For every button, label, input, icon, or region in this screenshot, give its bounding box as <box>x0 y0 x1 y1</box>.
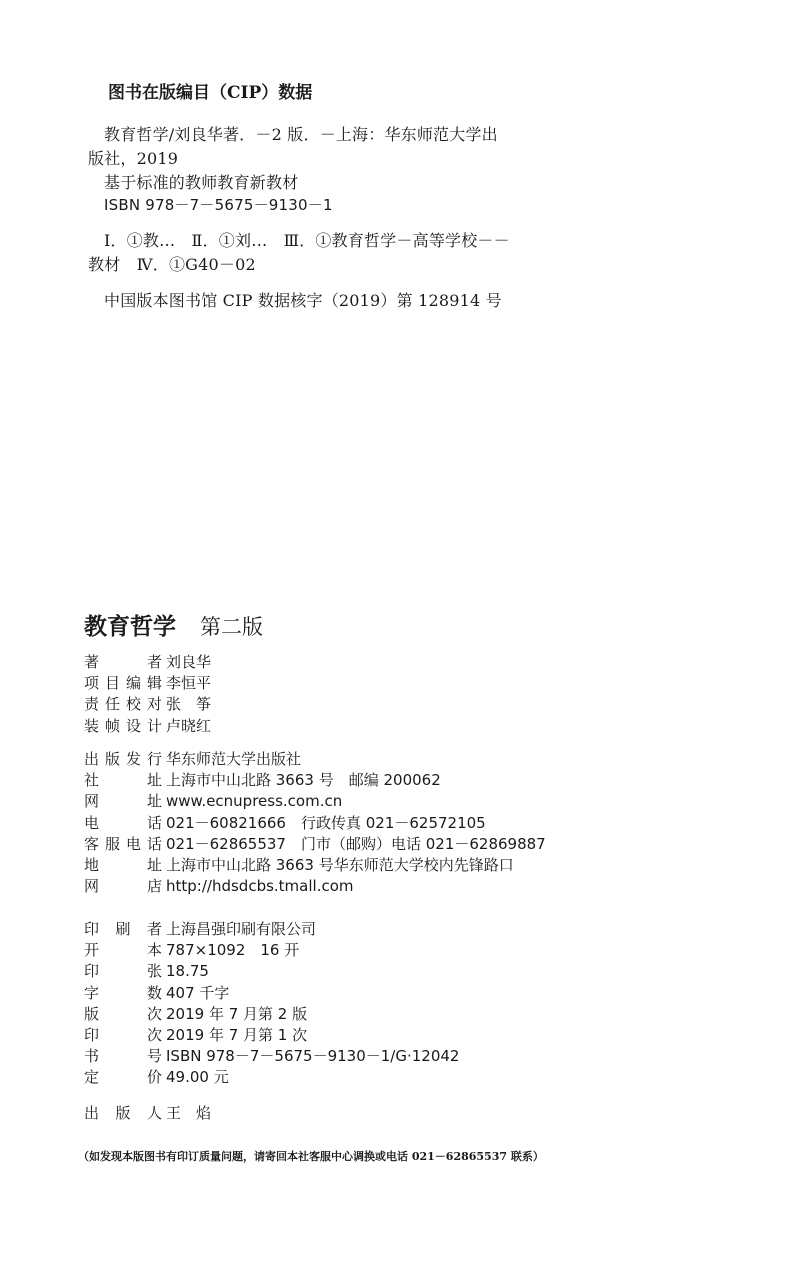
cip-line-record-number: 中国版本图书馆 CIP 数据核字（2019）第 128914 号 <box>104 291 502 310</box>
printing-row <box>84 1003 459 1024</box>
publisher-row <box>84 854 546 875</box>
field-value: 021－62865537 门市（邮购）电话 021－62869887 <box>166 834 546 853</box>
field-label: 著 者 <box>84 653 162 672</box>
field-label: 网 店 <box>84 877 162 896</box>
field-value: 王 焰 <box>166 1104 212 1123</box>
publisher-person-row <box>84 1102 211 1123</box>
field-label: 项 目 编 辑 <box>84 674 162 693</box>
field-label: 印 次 <box>84 1026 162 1045</box>
printing-row <box>84 960 459 981</box>
credits-row <box>84 672 211 693</box>
cip-line-classification: 教材 Ⅳ．①G40－02 <box>88 255 256 274</box>
printing-row <box>84 1045 459 1066</box>
field-label: 定 价 <box>84 1068 162 1087</box>
field-label: 开 本 <box>84 941 162 960</box>
field-value: 李恒平 <box>166 674 212 693</box>
cip-line-series: 基于标准的教师教育新教材 <box>104 173 299 192</box>
field-label: 电 话 <box>84 813 162 832</box>
credits-group <box>84 651 211 736</box>
field-label: 地 址 <box>84 856 162 875</box>
cip-title: 图书在版编目（CIP）数据 <box>108 83 313 103</box>
field-value: ISBN 978－7－5675－9130－1/G·12042 <box>166 1047 460 1066</box>
field-value: 49.00 元 <box>166 1068 229 1087</box>
cip-line-isbn: ISBN 978－7－5675－9130－1 <box>104 196 333 214</box>
credits-row <box>84 651 211 672</box>
field-value: www.ecnupress.com.cn <box>166 791 343 810</box>
printing-row <box>84 1024 459 1045</box>
printing-group <box>84 918 459 1088</box>
cip-line-author: 教育哲学/刘良华著．－2 版．－上海：华东师范大学出 <box>104 125 498 144</box>
field-value: 407 千字 <box>166 983 230 1002</box>
field-label: 客 服 电 话 <box>84 834 162 853</box>
publisher-person-group <box>84 1102 211 1123</box>
field-label: 责 任 校 对 <box>84 695 162 714</box>
publisher-row <box>84 875 546 896</box>
field-value: 021－60821666 行政传真 021－62572105 <box>166 813 486 832</box>
field-label: 版 次 <box>84 1004 162 1023</box>
field-label: 书 号 <box>84 1047 162 1066</box>
publisher-row <box>84 812 546 833</box>
publisher-row <box>84 833 546 854</box>
field-value: 张 筝 <box>166 695 212 714</box>
publisher-row <box>84 790 546 811</box>
field-value: 787×1092 16 开 <box>166 941 300 960</box>
field-value: 刘良华 <box>166 653 212 672</box>
book-title: 教育哲学 <box>84 613 176 640</box>
field-label: 印 刷 者 <box>84 920 162 939</box>
publisher-row <box>84 769 546 790</box>
field-value: 上海昌强印刷有限公司 <box>166 920 317 939</box>
field-label: 出 版 发 行 <box>84 750 162 769</box>
printing-row <box>84 982 459 1003</box>
field-value: 2019 年 7 月第 1 次 <box>166 1026 308 1045</box>
cip-line-subjects: Ⅰ．①教… Ⅱ．①刘… Ⅲ．①教育哲学－高等学校－－ <box>104 231 510 250</box>
field-label: 印 张 <box>84 962 162 981</box>
field-label: 社 址 <box>84 771 162 790</box>
field-value: 上海市中山北路 3663 号 邮编 200062 <box>166 771 441 790</box>
publisher-group <box>84 748 546 896</box>
field-value: 18.75 <box>166 961 209 980</box>
cip-line-publisher: 版社，2019 <box>88 149 179 168</box>
field-label: 装 帧 设 计 <box>84 716 162 735</box>
publisher-row <box>84 748 546 769</box>
field-label: 字 数 <box>84 983 162 1002</box>
credits-row <box>84 693 211 714</box>
field-value: 上海市中山北路 3663 号华东师范大学校内先锋路口 <box>166 856 514 875</box>
credits-row <box>84 715 211 736</box>
printing-row <box>84 918 459 939</box>
field-value: 华东师范大学出版社 <box>166 750 302 769</box>
field-label: 出 版 人 <box>84 1104 162 1123</box>
quality-notice: （如发现本版图书有印订质量问题，请寄回本社客服中心调换或电话 021－62865537 联系） <box>78 1150 544 1163</box>
field-value: 2019 年 7 月第 2 版 <box>166 1004 308 1023</box>
field-label: 网 址 <box>84 792 162 811</box>
book-edition: 第二版 <box>200 615 263 639</box>
printing-row <box>84 939 459 960</box>
book-title-line <box>84 608 263 641</box>
field-value: http://hdsdcbs.tmall.com <box>166 876 354 895</box>
field-value: 卢晓红 <box>166 716 212 735</box>
printing-row <box>84 1066 459 1087</box>
